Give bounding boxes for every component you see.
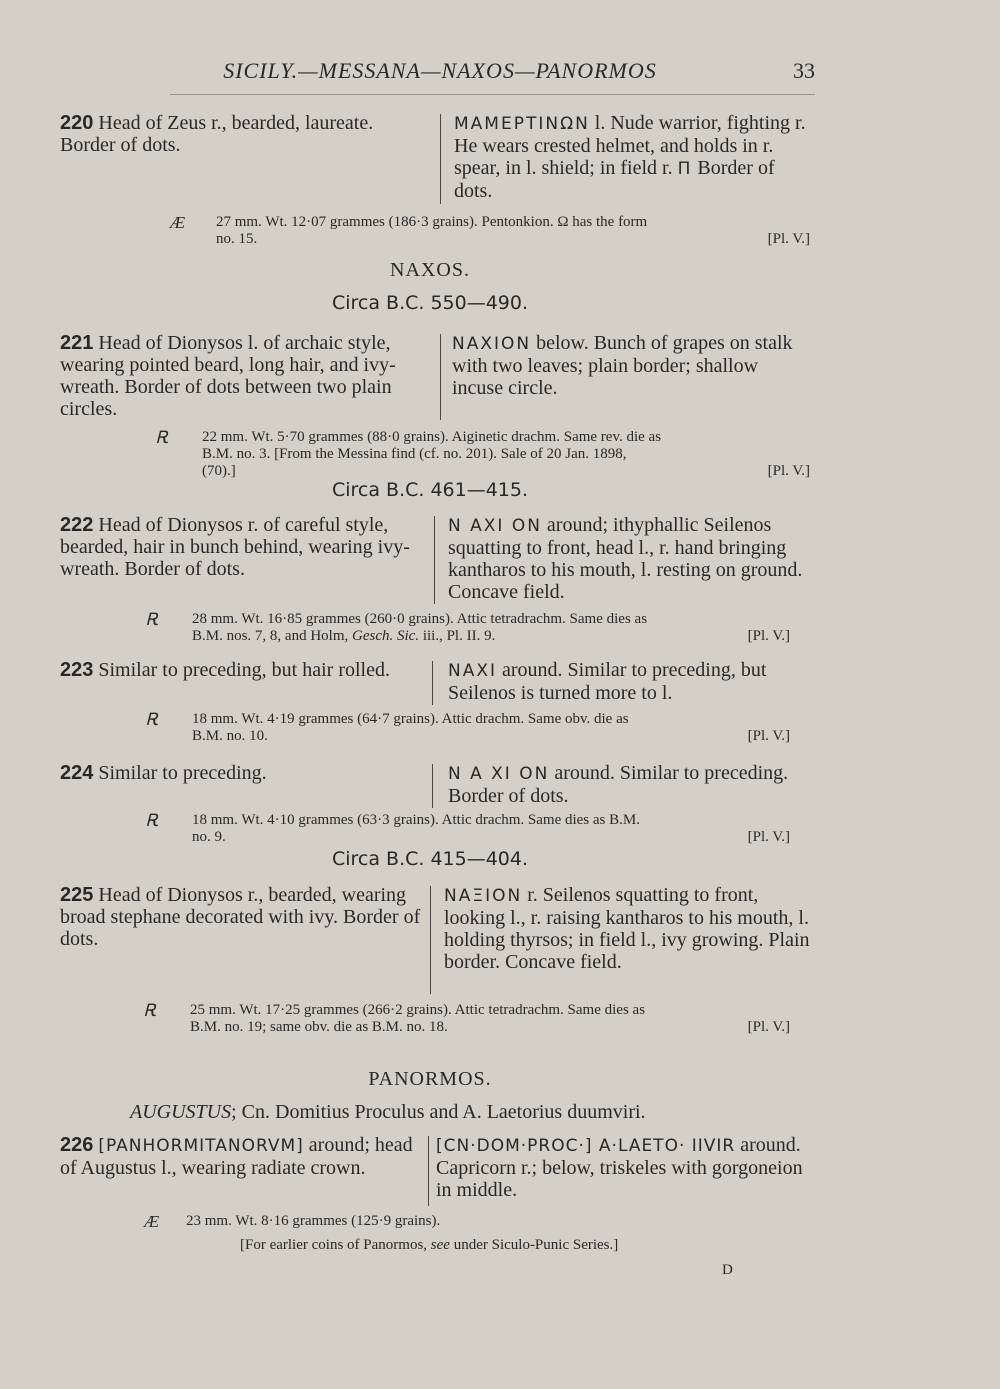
plate-reference: [Pl. V.] [767,231,810,247]
entry-number: 224 [60,762,94,784]
metadata-line: no. 9. [192,829,226,845]
metadata-line: no. 15. [216,231,258,247]
obverse-description: around; head of Augustus l., wearing radiate crown. [60,1134,413,1179]
reverse-text [452,332,814,399]
column-divider [432,661,433,705]
obverse-description: Head of Dionysos l. of archaic style, wearing pointed beard, long hair, and ivy-wreath. Border of dots between two plain circles. [60,332,396,420]
period-heading: Circa B.C. 461—415. [331,479,529,501]
section-heading-panormos: PANORMOS. [368,1068,492,1090]
reverse-text [448,514,814,603]
metadata-line: B.M. no. 19; same obv. die as B.M. no. 18. [190,1019,448,1035]
metadata-line: 18 mm. Wt. 4·10 grammes (63·3 grains). Attic drachm. Same dies as B.M. [192,812,640,828]
reverse-description: below. Bunch of grapes on stalk with two leaves; plain border; shallow incuse circle. [452,332,793,399]
entry-number: 226 [60,1134,94,1156]
metadata-line: B.M. no. 3. [From the Messina find (cf. no. 201). Sale of 20 Jan. 1898, [202,446,627,462]
metal-symbol: Ꭱ [156,428,169,447]
obverse-description: Head of Dionysos r., bearded, wearing broad stephane decorated with ivy. Border of dots. [60,884,421,950]
plate-reference: [Pl. V.] [747,628,790,644]
reverse-description: around. Capricorn r.; below, triskeles with gorgoneion in middle. [436,1134,803,1201]
metadata-line: 25 mm. Wt. 17·25 grammes (266·2 grains). Attic tetradrachm. Same dies as [190,1002,646,1018]
reverse-legend: Ν Α ΧΙ ΟΝ [448,764,550,784]
reverse-legend: Ν ΑΧΙ ΟΝ [448,516,542,536]
header-rule [170,94,815,95]
metal-symbol: Æ [170,213,186,232]
reverse-legend: MAMEPTINΩN [454,114,590,134]
reverse-description: l. Nude warrior, fighting r. He wears crested helmet, and holds in r. spear, in l. shield; in field r. [454,112,806,179]
metadata-line: iii., Pl. II. 9. [419,628,496,644]
period-heading: Circa B.C. 415—404. [331,848,529,870]
metal-symbol: Ꭱ [146,811,159,830]
reverse-text [436,1134,814,1201]
metal-symbol: Ꭱ [144,1001,157,1020]
section-heading-naxos: NAXOS. [390,259,470,281]
reverse-legend: ΝΑΧΙΟΝ [452,334,532,354]
metadata-line: 27 mm. Wt. 12·07 grammes (186·3 grains). Pentonkion. Ω has the form [216,214,648,230]
reverse-description: r. Seilenos squatting to front, looking l., r. raising kantharos to his mouth, l. holding thyrsos; in field l., ivy growing. Plain border. Concave field. [444,884,810,973]
obverse-text [60,762,428,784]
reverse-description: around. Similar to preceding. Border of dots. [448,762,789,807]
field-mark: Π [677,159,693,179]
metadata-citation: Gesch. Sic. [352,628,420,644]
running-title: SICILY.—MESSANA—NAXOS—PANORMOS [223,58,657,83]
reverse-legend: [CN·DOM·PROC·] A·LAETO· IIVIR [436,1136,736,1156]
metadata-line: 23 mm. Wt. 8·16 grammes (125·9 grains). [186,1213,441,1229]
reverse-description: around; ithyphallic Seilenos squatting to front, head l., r. hand bringing kantharos to his mouth, l. resting on ground. Concave field. [448,514,803,603]
obverse-text [60,659,428,681]
coin-entry-223 [60,659,815,705]
obverse-description: Head of Dionysos r. of careful style, bearded, hair in bunch behind, wearing ivy-wreath. Border of dots. [60,514,410,580]
magistrate-names: ; Cn. Domitius Proculus and A. Laetorius duumviri. [231,1101,646,1123]
entry-number: 223 [60,659,94,681]
obverse-text [60,884,428,950]
column-divider [432,764,433,808]
coin-entry-224 [60,762,815,808]
obverse-description: Head of Zeus r., bearded, laureate. Border of dots. [60,112,374,156]
signature-mark: D [722,1262,733,1278]
plate-reference: [Pl. V.] [747,829,790,845]
metal-symbol: Ꭱ [146,610,159,629]
metal-symbol: Ꭱ [146,710,159,729]
reverse-legend: ΝΑΞΙΟΝ [444,886,523,906]
entry-number: 222 [60,514,94,536]
column-divider [434,516,435,604]
emperor-name: AUGUSTUS [130,1101,232,1123]
page-number: 33 [793,58,815,83]
coin-entry-221 [60,332,815,422]
coin-entry-222 [60,514,815,606]
plate-reference: [Pl. V.] [747,728,790,744]
coin-entry-226 [60,1134,815,1206]
coin-entry-225 [60,884,815,996]
obverse-text [60,332,428,420]
metadata-line: 22 mm. Wt. 5·70 grammes (88·0 grains). Aiginetic drachm. Same rev. die as [202,429,662,445]
metadata-line: B.M. nos. 7, 8, and Holm, [192,628,353,644]
reverse-tail: Border of dots. [454,157,775,202]
column-divider [430,886,431,994]
plate-reference: [Pl. V.] [747,1019,790,1035]
coin-entry-220 [60,112,815,207]
reverse-description: around. Similar to preceding, but Seilenos is turned more to l. [448,659,767,704]
column-divider [440,334,441,420]
metadata-line: 18 mm. Wt. 4·19 grammes (64·7 grains). Attic drachm. Same obv. die as [192,711,629,727]
metadata-line: B.M. no. 10. [192,728,268,744]
obverse-text [60,514,428,580]
reverse-text [448,659,814,704]
obverse-description: Similar to preceding, but hair rolled. [93,659,390,681]
entry-number: 221 [60,332,94,354]
obverse-legend: [PANHORMITANORVM] [98,1136,304,1156]
entry-number: 220 [60,112,94,134]
metal-symbol: Æ [144,1212,160,1231]
magistrate-line [130,1101,646,1124]
obverse-text [60,112,428,156]
metadata-line: 28 mm. Wt. 16·85 grammes (260·0 grains). Attic tetradrachm. Same dies as [192,611,648,627]
metadata-line: (70).] [202,463,236,479]
reverse-text [448,762,814,807]
period-heading: Circa B.C. 550—490. [331,292,529,314]
reverse-legend: ΝΑΧΙ [448,661,498,681]
obverse-description: Similar to preceding. [93,762,267,784]
column-divider [428,1136,429,1206]
reverse-text [444,884,814,973]
obverse-text [60,1134,422,1179]
reverse-text [454,112,814,202]
column-divider [440,114,441,204]
footnote: [For earlier coins of Panormos, see under Siculo-Punic Series.] [240,1237,619,1253]
plate-reference: [Pl. V.] [767,463,810,479]
entry-number: 225 [60,884,94,906]
